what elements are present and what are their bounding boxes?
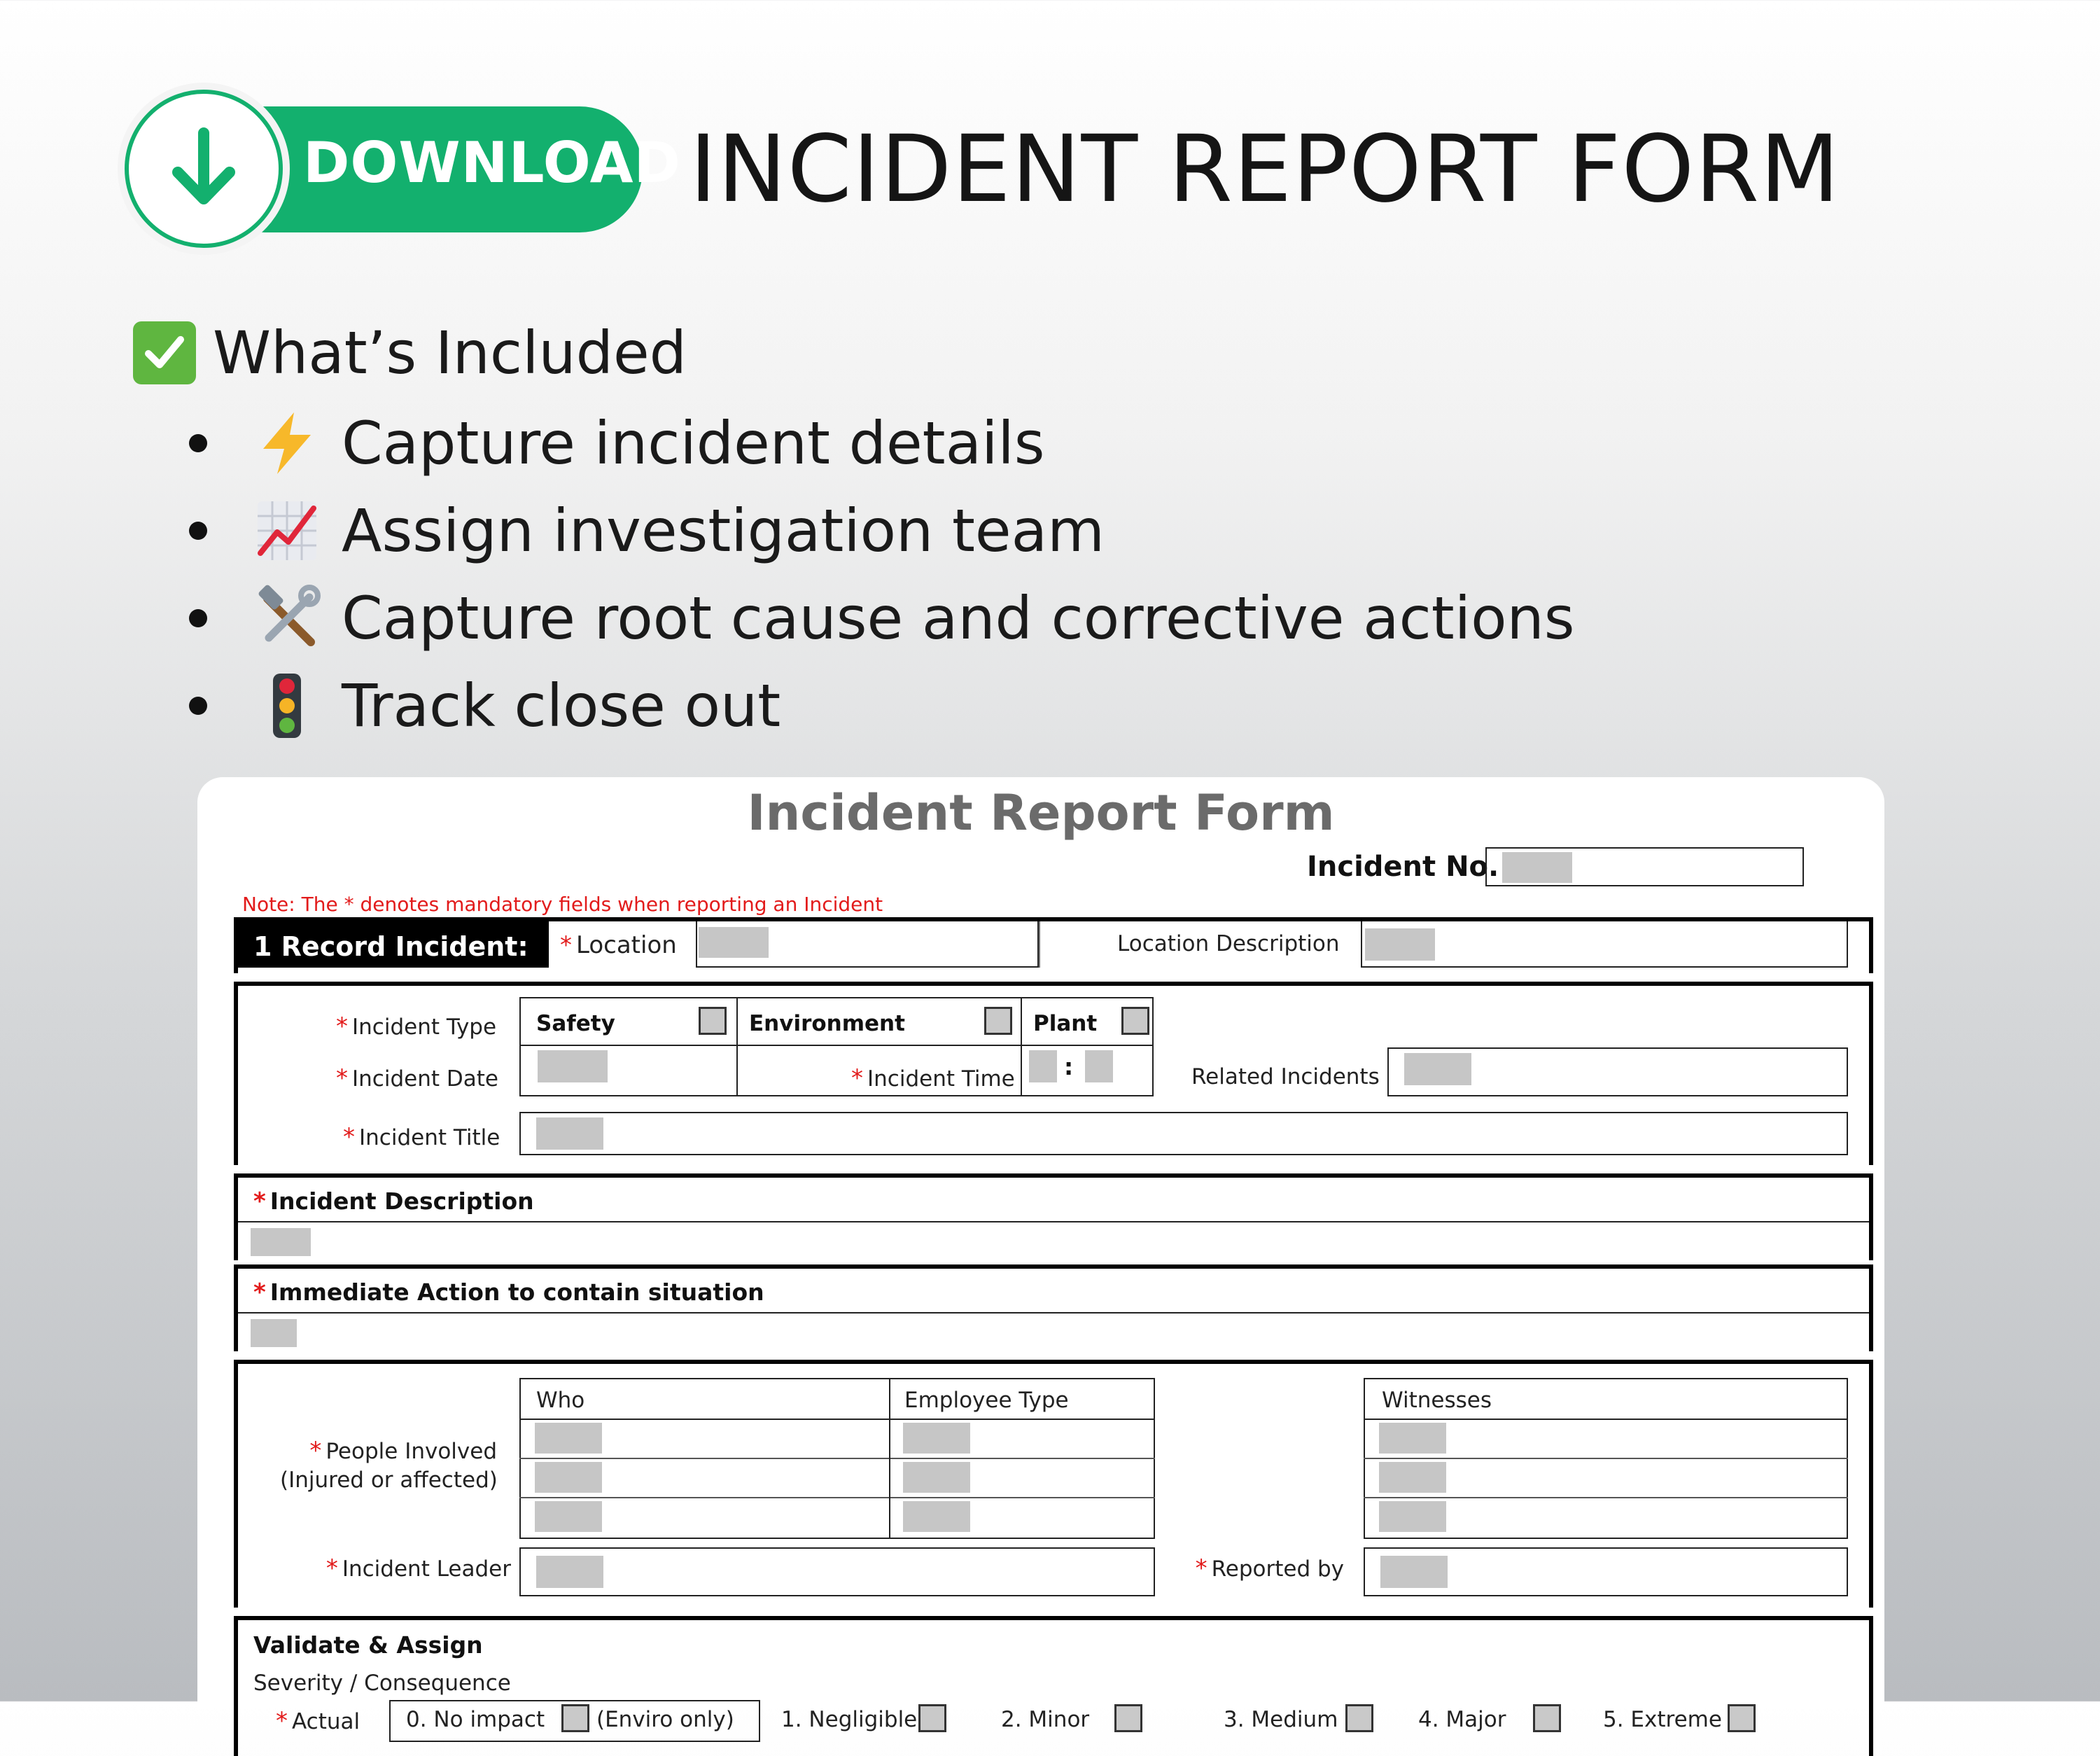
bullet-icon xyxy=(189,434,207,452)
lightning-icon xyxy=(253,410,321,477)
incident-time-hour[interactable] xyxy=(1029,1050,1057,1082)
included-heading-text: What’s Included xyxy=(213,319,687,387)
employee-type-cell[interactable] xyxy=(903,1462,970,1493)
option-minor-checkbox[interactable] xyxy=(1114,1704,1142,1732)
feature-list xyxy=(189,399,1574,749)
feature-text: Track close out xyxy=(342,671,781,740)
traffic-light-icon xyxy=(253,672,321,739)
who-cell[interactable] xyxy=(535,1423,602,1454)
validate-assign-section xyxy=(234,1616,1873,1756)
option-no-impact-checkbox[interactable] xyxy=(561,1704,589,1732)
who-cell[interactable] xyxy=(535,1462,602,1493)
form-preview-card xyxy=(197,777,1884,1735)
witness-cell[interactable] xyxy=(1379,1462,1446,1493)
download-label: DOWNLOAD xyxy=(303,130,681,195)
type-safety-label: Safety xyxy=(536,1011,615,1036)
type-plant-label: Plant xyxy=(1033,1011,1098,1036)
incident-date-field[interactable] xyxy=(538,1050,608,1082)
immediate-action-field[interactable] xyxy=(251,1319,297,1347)
location-description-field[interactable] xyxy=(1361,921,1848,968)
page-title: INCIDENT REPORT FORM xyxy=(690,116,1840,223)
incident-details-section xyxy=(234,982,1873,1165)
mandatory-note: Note: The * denotes mandatory fields when reporting an Incident xyxy=(242,893,883,916)
section-label: 1 Record Incident: xyxy=(253,931,528,962)
incident-date-label: * Incident Date xyxy=(336,1064,498,1092)
type-plant-checkbox[interactable] xyxy=(1121,1007,1149,1035)
actual-label: * Actual xyxy=(276,1707,360,1735)
bullet-icon xyxy=(189,609,207,627)
form-title: Incident Report Form xyxy=(747,784,1335,842)
reported-by-field[interactable] xyxy=(1364,1547,1848,1596)
incident-time-minute[interactable] xyxy=(1085,1050,1113,1082)
incident-title-label: * Incident Title xyxy=(343,1123,500,1151)
immediate-action-label: * Immediate Action to contain situation xyxy=(253,1278,764,1306)
people-involved-sub: (Injured or affected) xyxy=(280,1468,498,1493)
incident-no-field[interactable] xyxy=(1485,847,1804,886)
option-enviro-only: (Enviro only) xyxy=(596,1707,734,1732)
who-header: Who xyxy=(536,1388,585,1413)
type-safety-checkbox[interactable] xyxy=(699,1007,727,1035)
option-minor: 2. Minor xyxy=(1001,1707,1090,1732)
record-incident-section xyxy=(234,917,1873,973)
validate-heading: Validate & Assign xyxy=(253,1631,483,1659)
severity-label: Severity / Consequence xyxy=(253,1671,511,1696)
location-label: * Location xyxy=(560,931,677,959)
bullet-icon xyxy=(189,522,207,540)
tools-icon xyxy=(253,585,321,652)
type-environment-checkbox[interactable] xyxy=(984,1007,1012,1035)
option-extreme-checkbox[interactable] xyxy=(1728,1704,1756,1732)
chart-icon xyxy=(253,497,321,564)
employee-type-cell[interactable] xyxy=(903,1423,970,1454)
employee-type-cell[interactable] xyxy=(903,1501,970,1532)
option-major: 4. Major xyxy=(1418,1707,1506,1732)
incident-title-field[interactable] xyxy=(519,1112,1848,1155)
witness-cell[interactable] xyxy=(1379,1423,1446,1454)
incident-description-field[interactable] xyxy=(251,1228,311,1256)
incident-description-label: * Incident Description xyxy=(253,1187,534,1215)
location-description-label: Location Description xyxy=(1117,931,1340,956)
list-item xyxy=(189,487,1574,574)
bullet-icon xyxy=(189,697,207,715)
option-extreme: 5. Extreme xyxy=(1603,1707,1722,1732)
witness-cell[interactable] xyxy=(1379,1501,1446,1532)
people-involved-label: * People Involved xyxy=(309,1437,497,1465)
option-negligible-checkbox[interactable] xyxy=(918,1704,946,1732)
immediate-action-section xyxy=(234,1264,1873,1351)
download-arrow-icon xyxy=(125,90,283,248)
employee-type-header: Employee Type xyxy=(904,1388,1069,1413)
option-no-impact: 0. No impact xyxy=(406,1707,545,1732)
incident-no-label: Incident No. xyxy=(1307,851,1499,883)
feature-text: Capture incident details xyxy=(342,408,1045,478)
witnesses-header: Witnesses xyxy=(1382,1388,1492,1413)
feature-text: Capture root cause and corrective actions xyxy=(342,583,1575,653)
feature-text: Assign investigation team xyxy=(342,496,1105,565)
people-section xyxy=(234,1360,1873,1608)
included-heading xyxy=(133,319,687,387)
checkmark-icon xyxy=(133,321,196,384)
option-medium: 3. Medium xyxy=(1224,1707,1338,1732)
incident-description-section xyxy=(234,1173,1873,1260)
related-incidents-field[interactable] xyxy=(1387,1047,1848,1096)
download-button[interactable] xyxy=(125,90,681,248)
list-item xyxy=(189,399,1574,487)
incident-type-label: * Incident Type xyxy=(336,1012,497,1040)
option-major-checkbox[interactable] xyxy=(1533,1704,1561,1732)
incident-time-label: * Incident Time xyxy=(851,1064,1015,1092)
time-separator: : xyxy=(1064,1053,1074,1080)
related-incidents-label: Related Incidents xyxy=(1191,1064,1380,1089)
location-field[interactable] xyxy=(696,921,1039,968)
list-item xyxy=(189,662,1574,749)
type-environment-label: Environment xyxy=(749,1011,905,1036)
who-cell[interactable] xyxy=(535,1501,602,1532)
option-negligible: 1. Negligible xyxy=(781,1707,918,1732)
reported-by-label: * Reported by xyxy=(1195,1554,1344,1582)
incident-leader-field[interactable] xyxy=(519,1547,1155,1596)
incident-leader-label: * Incident Leader xyxy=(326,1554,511,1582)
option-medium-checkbox[interactable] xyxy=(1345,1704,1373,1732)
list-item xyxy=(189,574,1574,662)
